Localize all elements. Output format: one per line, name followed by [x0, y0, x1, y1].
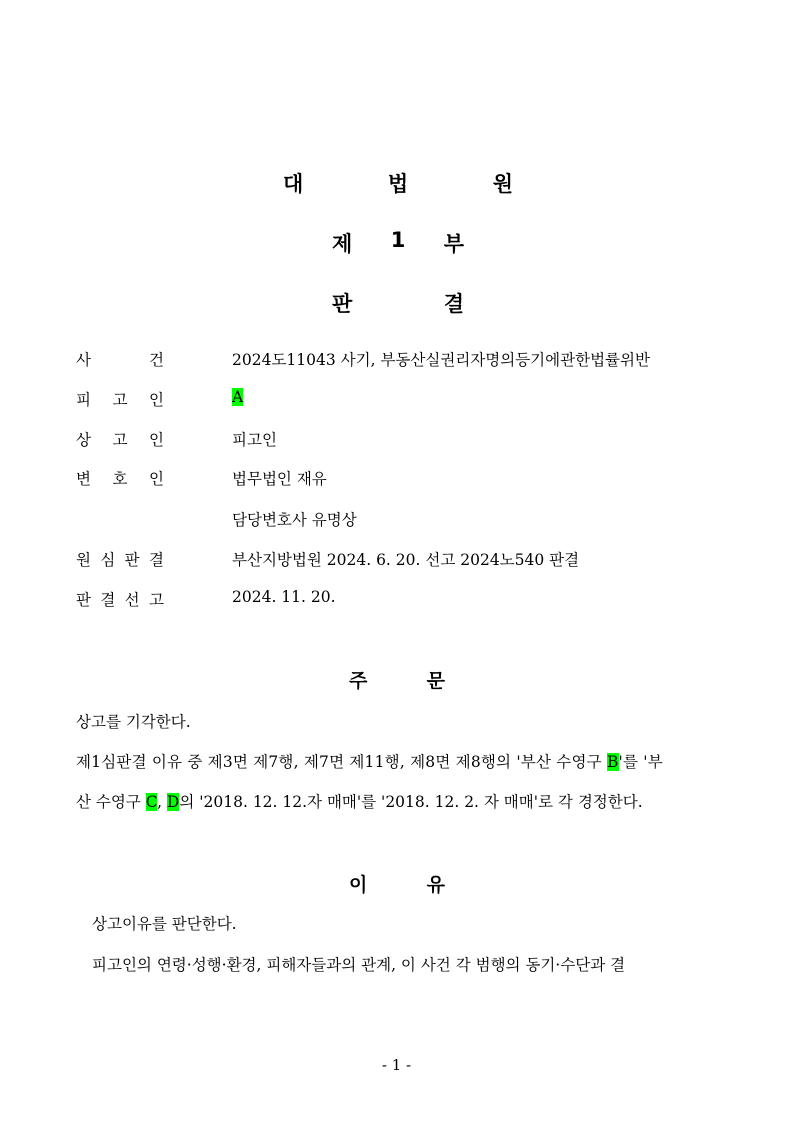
- judgment-date-value: 2024. 11. 20.: [232, 588, 336, 606]
- court-name: [283, 168, 513, 198]
- defendant-value: [232, 388, 243, 406]
- defendant-label: 피 고 인: [76, 391, 164, 409]
- case-number-value: 2024도11043 사기, 부동산실권리자명의등기에관한법률위반: [232, 351, 650, 369]
- division-char-2: 1: [390, 228, 406, 252]
- highlight-b: B: [606, 753, 619, 771]
- original-judgment-value: 부산지방법원 2024. 6. 20. 선고 2024노540 판결: [232, 551, 580, 569]
- page-number: - 1 -: [381, 1056, 412, 1074]
- doc-type-char-2: 결: [443, 292, 464, 316]
- case-row-defendant: [76, 388, 164, 410]
- case-label: 사 건: [76, 351, 164, 369]
- division-name: [332, 228, 464, 258]
- highlight-c: C: [145, 793, 158, 811]
- counsel-label: 변 호 인: [76, 470, 164, 488]
- case-row-original-judgment: [76, 548, 164, 570]
- original-judgment-label: 원 심 판 결: [76, 551, 164, 569]
- order-line-1: 상고를 기각한다.: [76, 713, 191, 731]
- judgment-date-label: 판 결 선 고: [76, 591, 164, 609]
- order-line-3: 산 수영구 C, D의 '2018. 12. 12.자 매매'를 '2018. 12. 2. 자 매매'로 각 경정한다.: [76, 793, 643, 811]
- order-heading: 주 문: [349, 670, 445, 692]
- court-char-3: 원: [492, 172, 513, 196]
- doc-type-char-1: 판: [332, 292, 353, 316]
- document-type: [332, 288, 464, 318]
- reasons-line-1: 상고이유를 판단한다.: [92, 915, 237, 933]
- court-char-2: 법: [387, 172, 409, 196]
- division-char-1: 제: [332, 232, 353, 256]
- appellant-label: 상 고 인: [76, 431, 164, 449]
- attorney-value: 담당변호사 유명상: [232, 511, 357, 529]
- defendant-highlight: A: [232, 388, 244, 406]
- court-char-1: 대: [283, 172, 304, 196]
- counsel-value: 법무법인 재유: [232, 470, 327, 488]
- order-line-2: 제1심판결 이유 중 제3면 제7행, 제7면 제11행, 제8면 제8행의 '부산 수영구 B'를 '부: [76, 753, 663, 771]
- highlight-d: D: [166, 793, 180, 811]
- case-row-judgment-date: [76, 588, 164, 610]
- case-row-counsel: [76, 467, 164, 489]
- division-char-3: 부: [443, 232, 464, 256]
- appellant-value: 피고인: [232, 431, 277, 449]
- reasons-heading: 이 유: [349, 874, 445, 896]
- reasons-line-2: 피고인의 연령·성행·환경, 피해자들과의 관계, 이 사건 각 범행의 동기·수단과 결: [92, 956, 626, 974]
- case-row-case-number: [76, 348, 164, 370]
- case-row-appellant: [76, 428, 164, 450]
